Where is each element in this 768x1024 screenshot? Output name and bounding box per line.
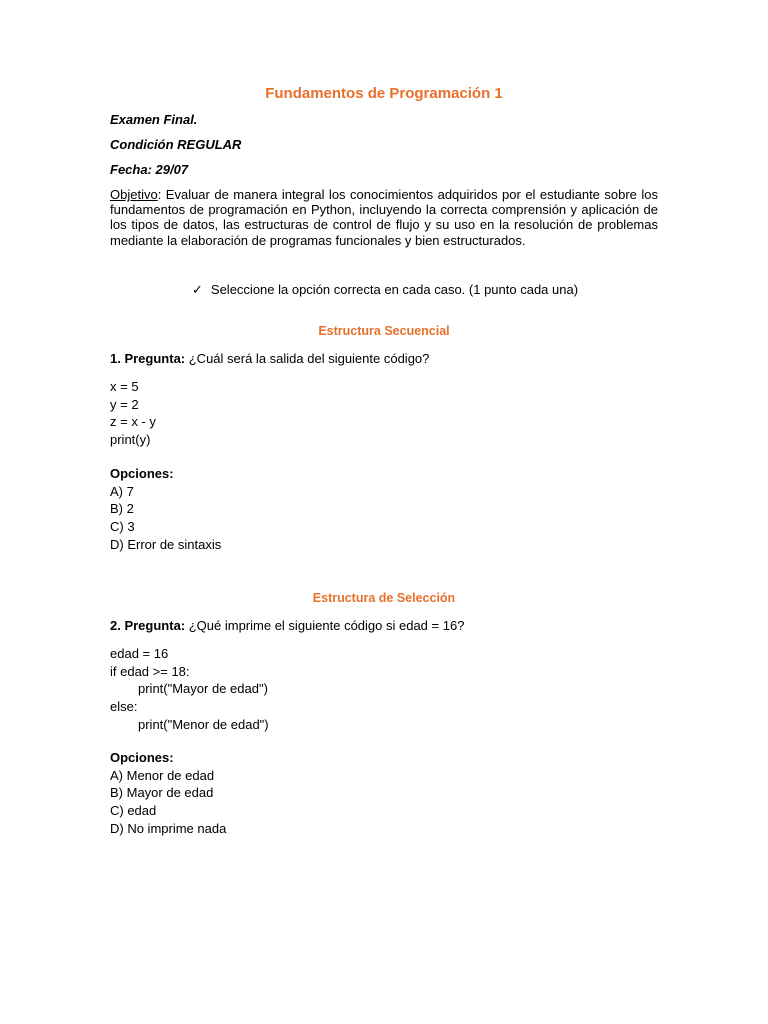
- code-block-2: [110, 645, 269, 733]
- date-label: Fecha: 29/07: [110, 162, 189, 177]
- code-line: else:: [110, 699, 138, 715]
- condition-label: Condición REGULAR: [110, 137, 242, 152]
- question-1: [110, 351, 429, 366]
- options-block-2: [110, 749, 226, 837]
- option-item: A) 7: [110, 483, 134, 499]
- objective-text: : Evaluar de manera integral los conocimientos adquiridos por el estudiante sobre los fundamentos de programación en Python, incluyendo la correcta comprensión y aplicación de los tipos de datos, las estructuras de control de flujo y su uso en la resolución de problemas mediante la elaboración de programas funcionales y bien estructurados.: [110, 187, 658, 248]
- objective-paragraph: [110, 187, 658, 248]
- code-line: x = 5: [110, 379, 139, 394]
- code-line: print("Menor de edad"): [138, 716, 269, 732]
- objective-label: Objetivo: [110, 187, 158, 202]
- checkmark-icon: ✓: [192, 282, 203, 297]
- instruction-text: Seleccione la opción correcta en cada caso. (1 punto cada una): [210, 282, 579, 297]
- options-label: Opciones:: [110, 466, 174, 481]
- options-label: Opciones:: [110, 750, 174, 765]
- question-2: [110, 618, 464, 633]
- question-2-text: ¿Qué imprime el siguiente código si edad = 16?: [185, 618, 465, 633]
- exam-label: Examen Final.: [110, 112, 198, 127]
- option-item: C) 3: [110, 519, 135, 535]
- option-item: D) No imprime nada: [110, 820, 227, 836]
- question-2-label: 2. Pregunta:: [110, 618, 186, 633]
- options-block-1: [110, 465, 221, 553]
- option-item: C) edad: [110, 803, 157, 819]
- code-line: y = 2: [110, 396, 139, 412]
- code-block-1: [110, 378, 156, 449]
- code-line: edad = 16: [110, 646, 169, 661]
- code-line: print("Mayor de edad"): [138, 681, 268, 697]
- section-title-seleccion: Estructura de Selección: [312, 591, 456, 605]
- page-title: Fundamentos de Programación 1: [265, 85, 503, 102]
- option-item: B) 2: [110, 501, 134, 517]
- question-1-text: ¿Cuál será la salida del siguiente código?: [185, 351, 430, 366]
- option-item: D) Error de sintaxis: [110, 536, 222, 552]
- section-title-secuencial: Estructura Secuencial: [318, 324, 450, 338]
- instruction: [192, 282, 578, 298]
- option-item: A) Menor de edad: [110, 767, 215, 783]
- code-line: print(y): [110, 432, 151, 448]
- question-1-label: 1. Pregunta:: [110, 351, 186, 366]
- code-line: z = x - y: [110, 414, 156, 430]
- option-item: B) Mayor de edad: [110, 785, 214, 801]
- code-line: if edad >= 18:: [110, 663, 190, 679]
